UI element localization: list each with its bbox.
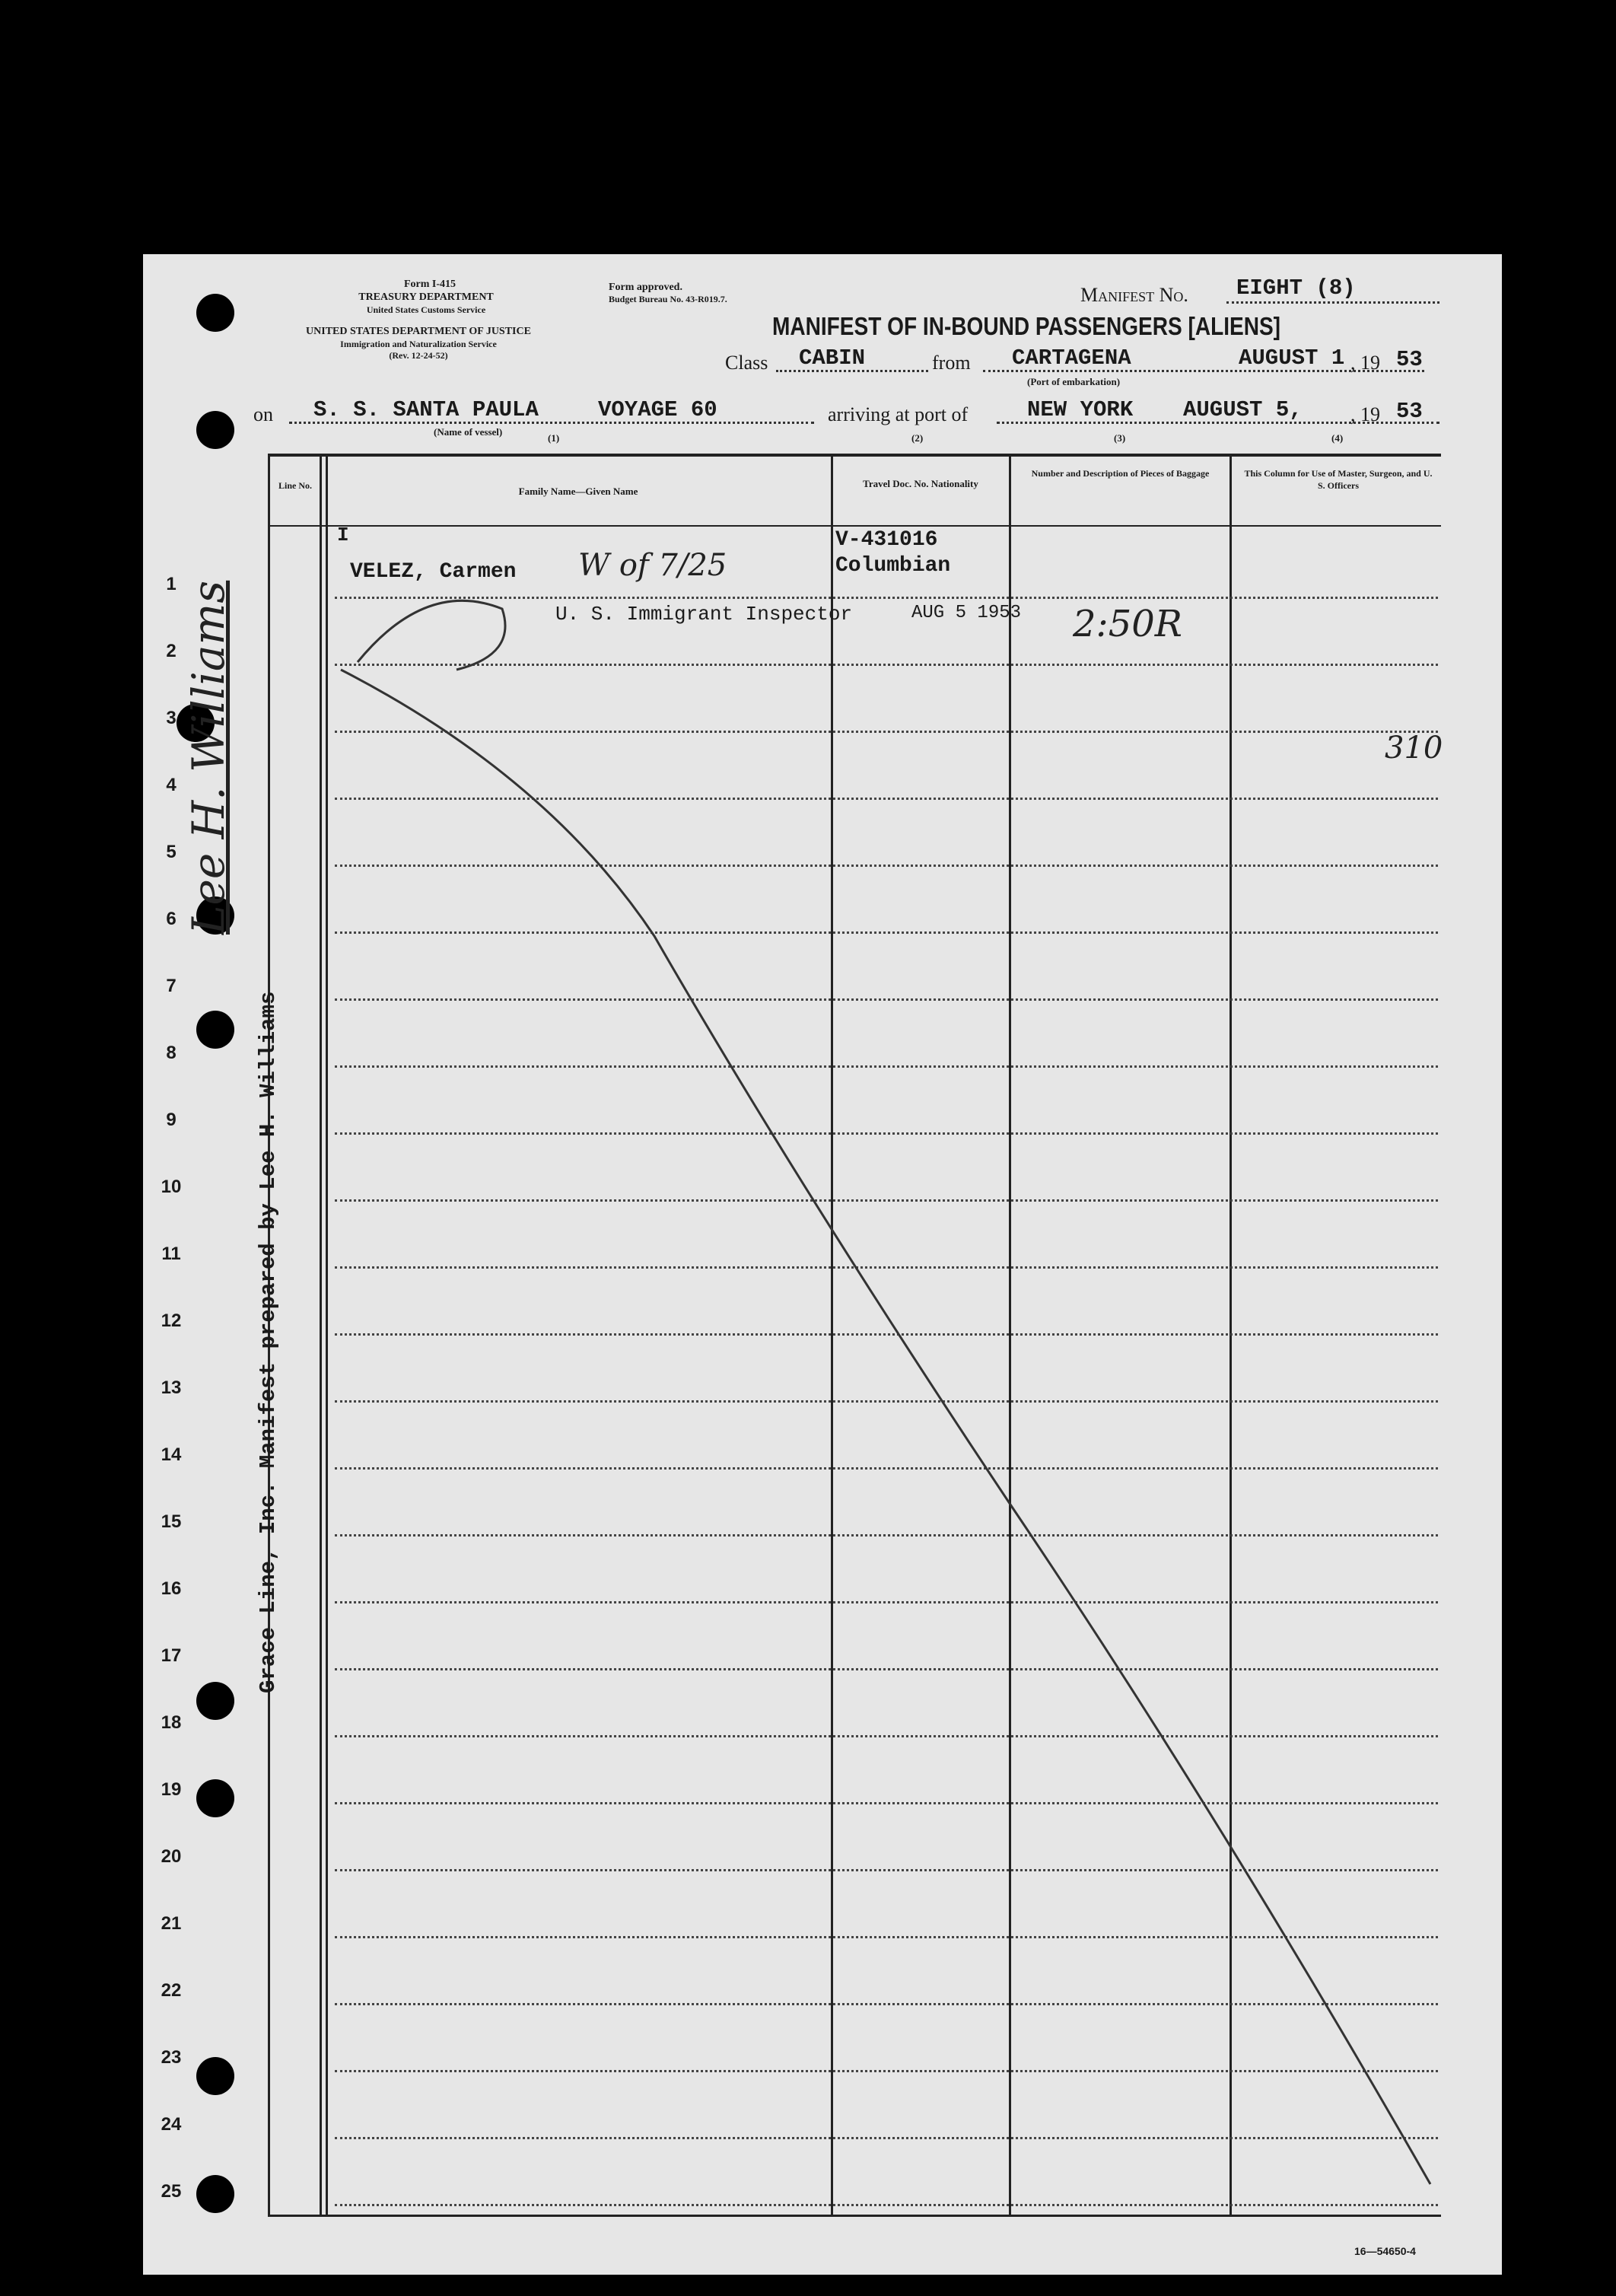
col2-ref: (2) (911, 432, 924, 444)
line-number: 24 (161, 2114, 182, 2135)
side-prepared-by: Grace Line, Inc. Manifest prepared by Lee H. Williams (256, 991, 281, 1693)
line-number: 16 (161, 1578, 182, 1599)
treasury-dept: TREASURY DEPARTMENT (358, 291, 494, 303)
line-number: 25 (161, 2181, 182, 2202)
budget-bureau: Budget Bureau No. 43-R019.7. (609, 294, 727, 304)
line-number: 20 (161, 1846, 182, 1867)
arrival-date: AUGUST 5, (1183, 397, 1303, 422)
line-number: 18 (161, 1712, 182, 1733)
print-code: 16—54650-4 (1354, 2245, 1416, 2257)
handwritten-annotation: W of 7/25 (578, 548, 727, 583)
year2-label: , 19 (1350, 403, 1380, 425)
line-number: 13 (161, 1377, 182, 1398)
col1-ref: (1) (548, 432, 560, 444)
arriving-label: arriving at port of (828, 403, 969, 425)
manifest-title: MANIFEST OF IN-BOUND PASSENGERS [ALIENS] (772, 312, 1281, 340)
manifest-no-label: Manifest No. (1080, 284, 1188, 306)
class-label: Class (725, 352, 768, 374)
arrival-port: NEW YORK (1027, 397, 1134, 422)
margin-mark: I (337, 524, 349, 546)
ins-service: Immigration and Naturalization Service (340, 339, 497, 349)
col4-ref: (4) (1331, 432, 1344, 444)
line-number: 1 (166, 574, 177, 594)
line-number: 6 (166, 909, 177, 929)
initials-scribble (358, 600, 505, 670)
from-label: from (932, 352, 971, 374)
header-name: Family Name—Given Name (518, 486, 638, 497)
line-number: 19 (161, 1779, 182, 1800)
line-number: 10 (161, 1177, 182, 1197)
stamp-date: AUG 5 1953 (911, 603, 1022, 623)
line-number: 14 (161, 1444, 182, 1465)
form-approved: Form approved. (609, 282, 682, 293)
line-number: 3 (166, 708, 177, 728)
on-label: on (253, 403, 273, 425)
header-travel-doc: Travel Doc. No. Nationality (863, 478, 978, 489)
line-number: 8 (166, 1043, 177, 1063)
line-number: 5 (166, 842, 177, 862)
handwritten-code: 2:50R (1073, 603, 1182, 645)
line-number: 9 (166, 1110, 177, 1130)
travel-doc-number: V-431016 (835, 528, 938, 552)
line-number: 15 (161, 1511, 182, 1532)
col3-ref: (3) (1114, 432, 1126, 444)
header-officers: This Column for Use of Master, Surgeon, and U. S. Officers (1244, 468, 1433, 491)
header-baggage: Number and Description of Pieces of Baggage (1031, 468, 1210, 479)
year1-label: , 19 (1350, 352, 1380, 374)
line-number: 7 (166, 976, 177, 996)
from-value: CARTAGENA (1012, 346, 1131, 371)
rev-date: (Rev. 12-24-52) (389, 350, 448, 361)
line-number: 11 (161, 1244, 181, 1264)
signature: Lee H. Williams (183, 580, 234, 935)
line-number: 23 (161, 2047, 182, 2068)
line-number: 21 (161, 1913, 182, 1934)
port-embarkation-label: (Port of embarkation) (1027, 376, 1121, 387)
passenger-name: VELEZ, Carmen (350, 560, 517, 584)
year2-value: 53 (1396, 399, 1423, 424)
form-number: Form I-415 (403, 279, 456, 290)
header-line-no: Line No. (278, 480, 312, 491)
line-number: 4 (166, 775, 177, 795)
justice-dept: UNITED STATES DEPARTMENT OF JUSTICE (306, 326, 531, 337)
nationality: Columbian (835, 554, 951, 578)
voyage-number: VOYAGE 60 (598, 397, 717, 422)
line-number: 17 (161, 1645, 182, 1666)
vessel-name: S. S. SANTA PAULA (313, 397, 539, 422)
manifest-no-value: EIGHT (8) (1236, 275, 1356, 301)
line-number: 22 (161, 1980, 182, 2001)
year1-value: 53 (1396, 347, 1423, 372)
line-number: 2 (166, 641, 177, 661)
line-number: 12 (161, 1310, 182, 1331)
vessel-name-label: (Name of vessel) (434, 426, 503, 438)
page-mark: 310 (1385, 731, 1443, 766)
customs-service: United States Customs Service (366, 304, 486, 315)
inspector-stamp: U. S. Immigrant Inspector (555, 603, 853, 626)
depart-date: AUGUST 1 (1239, 346, 1345, 371)
class-value: CABIN (799, 346, 866, 371)
